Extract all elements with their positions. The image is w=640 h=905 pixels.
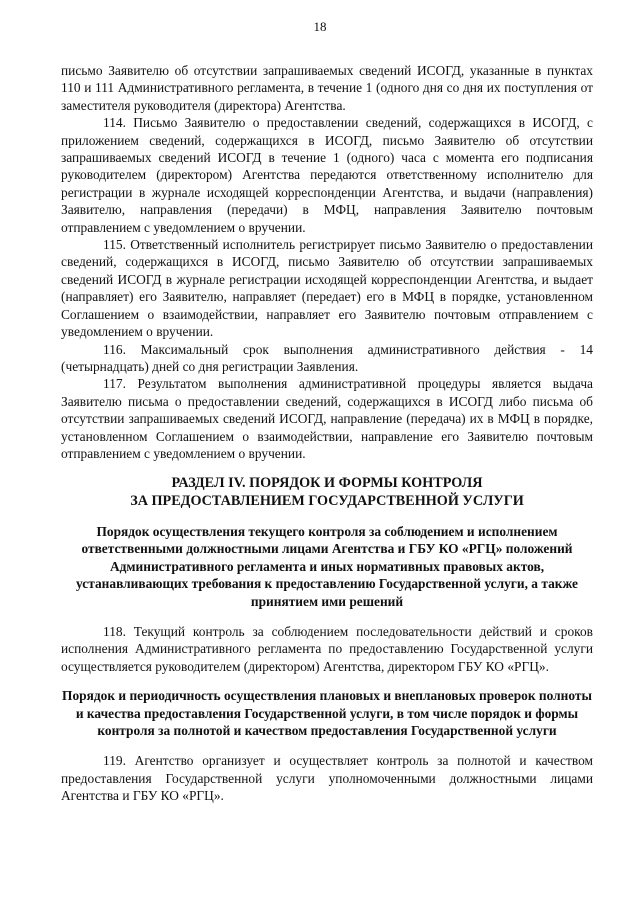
document-body <box>61 62 593 805</box>
paragraph-114: 114. Письмо Заявителю о предоставлении сведений, содержащихся в ИСОГД, с приложением сведений, содержащихся в ИСОГД, письмо Заявителю об отсутствии запрашиваемых сведений ИСОГД в течение 1 (одного) часа с момента его подписания руководителем (директором) Агентства передаются ответственному исполнителю для регистрации в журнале исходящей корреспонденции Агентства, и выдачи (направления) Заявителю, направления (передачи) в МФЦ, направления Заявителю почтовым отправлением с уведомлением о вручении. <box>61 115 593 235</box>
paragraph-117: 117. Результатом выполнения административной процедуры является выдача Заявителю письма о предоставлении сведений, содержащихся в ИСОГД либо письма об отсутствии запрашиваемых сведений ИСОГД, направление (передача) их в МФЦ в порядке, установленном Соглашением о взаимодействии, направление его Заявителю почтовым отправлением с уведомлением о вручении. <box>61 376 593 461</box>
paragraph-116: 116. Максимальный срок выполнения административного действия - 14 (четырнадцать) дней со дня регистрации Заявления. <box>61 341 593 374</box>
section-title <box>61 475 593 511</box>
page-number: 18 <box>313 19 327 34</box>
section-title-line-1: РАЗДЕЛ IV. ПОРЯДОК И ФОРМЫ КОНТРОЛЯ <box>171 475 483 492</box>
paragraph-119: 119. Агентство организует и осуществляет контроль за полнотой и качеством предоставления Государственной услуги уполномоченными должностными лицами Агентства и ГБУ КО «РГЦ». <box>61 753 593 804</box>
subheading-inspections: Порядок и периодичность осуществления плановых и внеплановых проверок полноты и качества предоставления Государственной услуги, в том числе порядок и формы контроля за полнотой и качеством предоставления Государственной услуги <box>62 688 592 738</box>
paragraph-115: 115. Ответственный исполнитель регистрирует письмо Заявителю о предоставлении сведений, содержащихся в ИСОГД, письмо Заявителю об отсутствии запрашиваемых сведений ИСОГД в журнале регистрации исходящей корреспонденции Агентства, и выдает (направляет) его Заявителю, направляет (передает) его в МФЦ в порядке, установленном Соглашением о взаимодействии, направляет его Заявителю почтовым отправлением с уведомлением о вручении. <box>61 237 593 340</box>
paragraph-continuation: письмо Заявителю об отсутствии запрашиваемых сведений ИСОГД, указанные в пунктах 110 и 111 Административного регламента, в течение 1 (одного дня со дня их поступления от заместителя руководителя (директора) Агентства. <box>61 63 593 113</box>
section-title-line-2: ЗА ПРЕДОСТАВЛЕНИЕМ ГОСУДАРСТВЕННОЙ УСЛУГИ <box>130 493 524 510</box>
subheading-current-control: Порядок осуществления текущего контроля за соблюдением и исполнением ответственными должностными лицами Агентства и ГБУ КО «РГЦ» положений Административного регламента и иных нормативных правовых актов, устанавливающих требования к предоставлению Государственной услуги, а также принятием ими решений <box>76 523 578 609</box>
paragraph-118: 118. Текущий контроль за соблюдением последовательности действий и сроков исполнения Административного регламента по предоставлению Государственной услуги осуществляется руководителем (директором) Агентства, директором ГБУ КО «РГЦ». <box>61 623 593 674</box>
